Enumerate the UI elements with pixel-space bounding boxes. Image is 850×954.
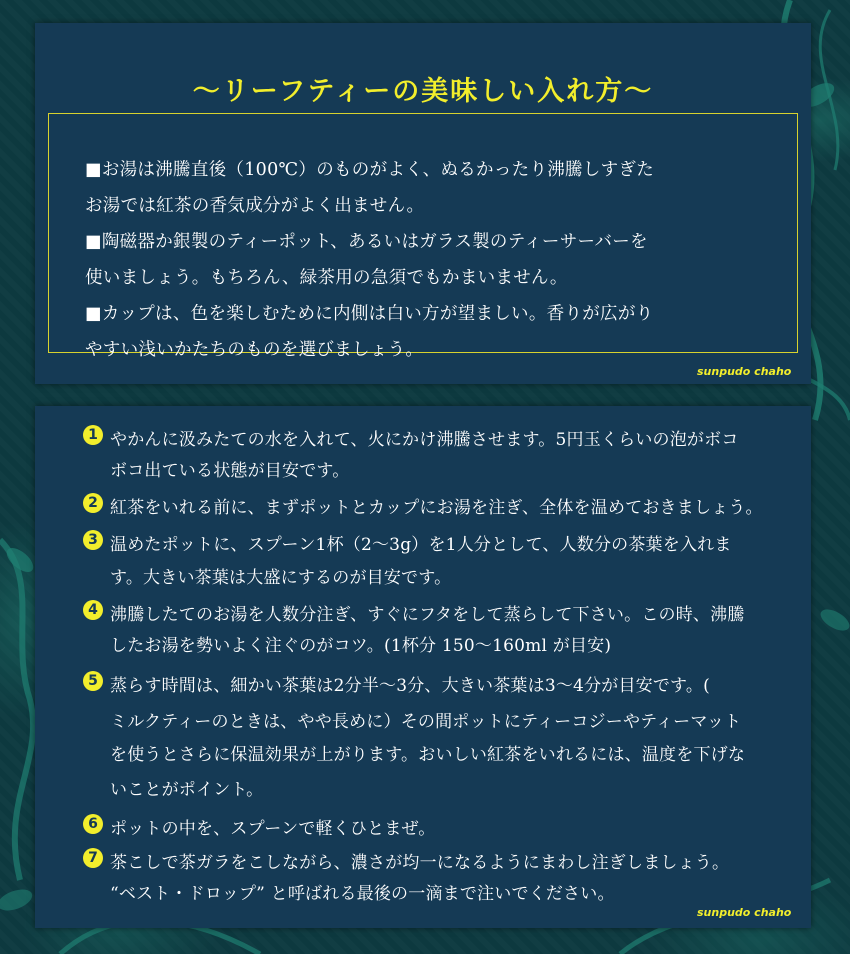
step-text: やかんに汲みたての水を入れて、火にかけ沸騰させます。5円玉くらいの泡がボコ [110, 430, 739, 450]
step-text: 茶こしで茶ガラをこしながら、濃さが均一になるようにまわし注ぎしましょう。 [110, 853, 730, 873]
step-text: 蒸らす時間は、細かい茶葉は2分半～3分、大きい茶葉は3～4分が目安です。( [110, 676, 710, 696]
step-text: いことがポイント。 [110, 780, 264, 800]
note-line: ■カップは、色を楽しむために内側は白い方が望ましい。香りが広がり [85, 304, 654, 324]
step-text: を使うとさらに保温効果が上がります。おいしい紅茶をいれるには、温度を下げな [110, 745, 746, 765]
step-number-badge: 6 [83, 814, 103, 834]
step-text: 紅茶をいれる前に、まずポットとカップにお湯を注ぎ、全体を温めておきましょう。 [110, 498, 763, 518]
step-text: ミルクティーのときは、やや長めに）その間ポットにティーコジーやティーマット [110, 712, 742, 732]
intro-panel [35, 23, 811, 384]
step-text: したお湯を勢いよく注ぐのがコツ。(1杯分 150～160ml が目安) [110, 636, 612, 656]
step-number-badge: 3 [83, 530, 103, 550]
step-number-badge: 5 [83, 671, 103, 691]
note-line: ■お湯は沸騰直後（100℃）のものがよく、ぬるかったり沸騰しすぎた [85, 160, 655, 180]
signature: sunpudo chaho [697, 906, 792, 919]
step-text: す。大きい茶葉は大盛にするのが目安です。 [110, 568, 452, 588]
step-number-badge: 1 [83, 425, 103, 445]
step-number-badge: 2 [83, 493, 103, 513]
steps-panel [35, 406, 811, 928]
note-line: やすい浅いかたちのものを選びましょう。 [85, 340, 424, 360]
step-text: 温めたポットに、スプーン1杯（2～3g）を1人分として、人数分の茶葉を入れま [110, 535, 732, 555]
page-title: ～リーフティーの美味しい入れ方～ [192, 76, 654, 107]
step-text: 沸騰したてのお湯を人数分注ぎ、すぐにフタをして蒸らして下さい。この時、沸騰 [110, 605, 745, 625]
step-text: “ベスト・ドロップ” と呼ばれる最後の一滴まで注いでください。 [110, 884, 615, 904]
note-line: ■陶磁器か銀製のティーポット、あるいはガラス製のティーサーバーを [85, 232, 648, 252]
step-number-badge: 7 [83, 848, 103, 868]
notes-box [48, 113, 798, 360]
note-line: お湯では紅茶の香気成分がよく出ません。 [85, 196, 425, 216]
note-line: 使いましょう。もちろん、緑茶用の急須でもかまいません。 [85, 268, 568, 288]
signature: sunpudo chaho [697, 365, 792, 378]
step-text: ボコ出ている状態が目安です。 [110, 461, 350, 481]
step-number-badge: 4 [83, 600, 103, 620]
step-text: ポットの中を、スプーンで軽くひとまぜ。 [110, 819, 436, 839]
